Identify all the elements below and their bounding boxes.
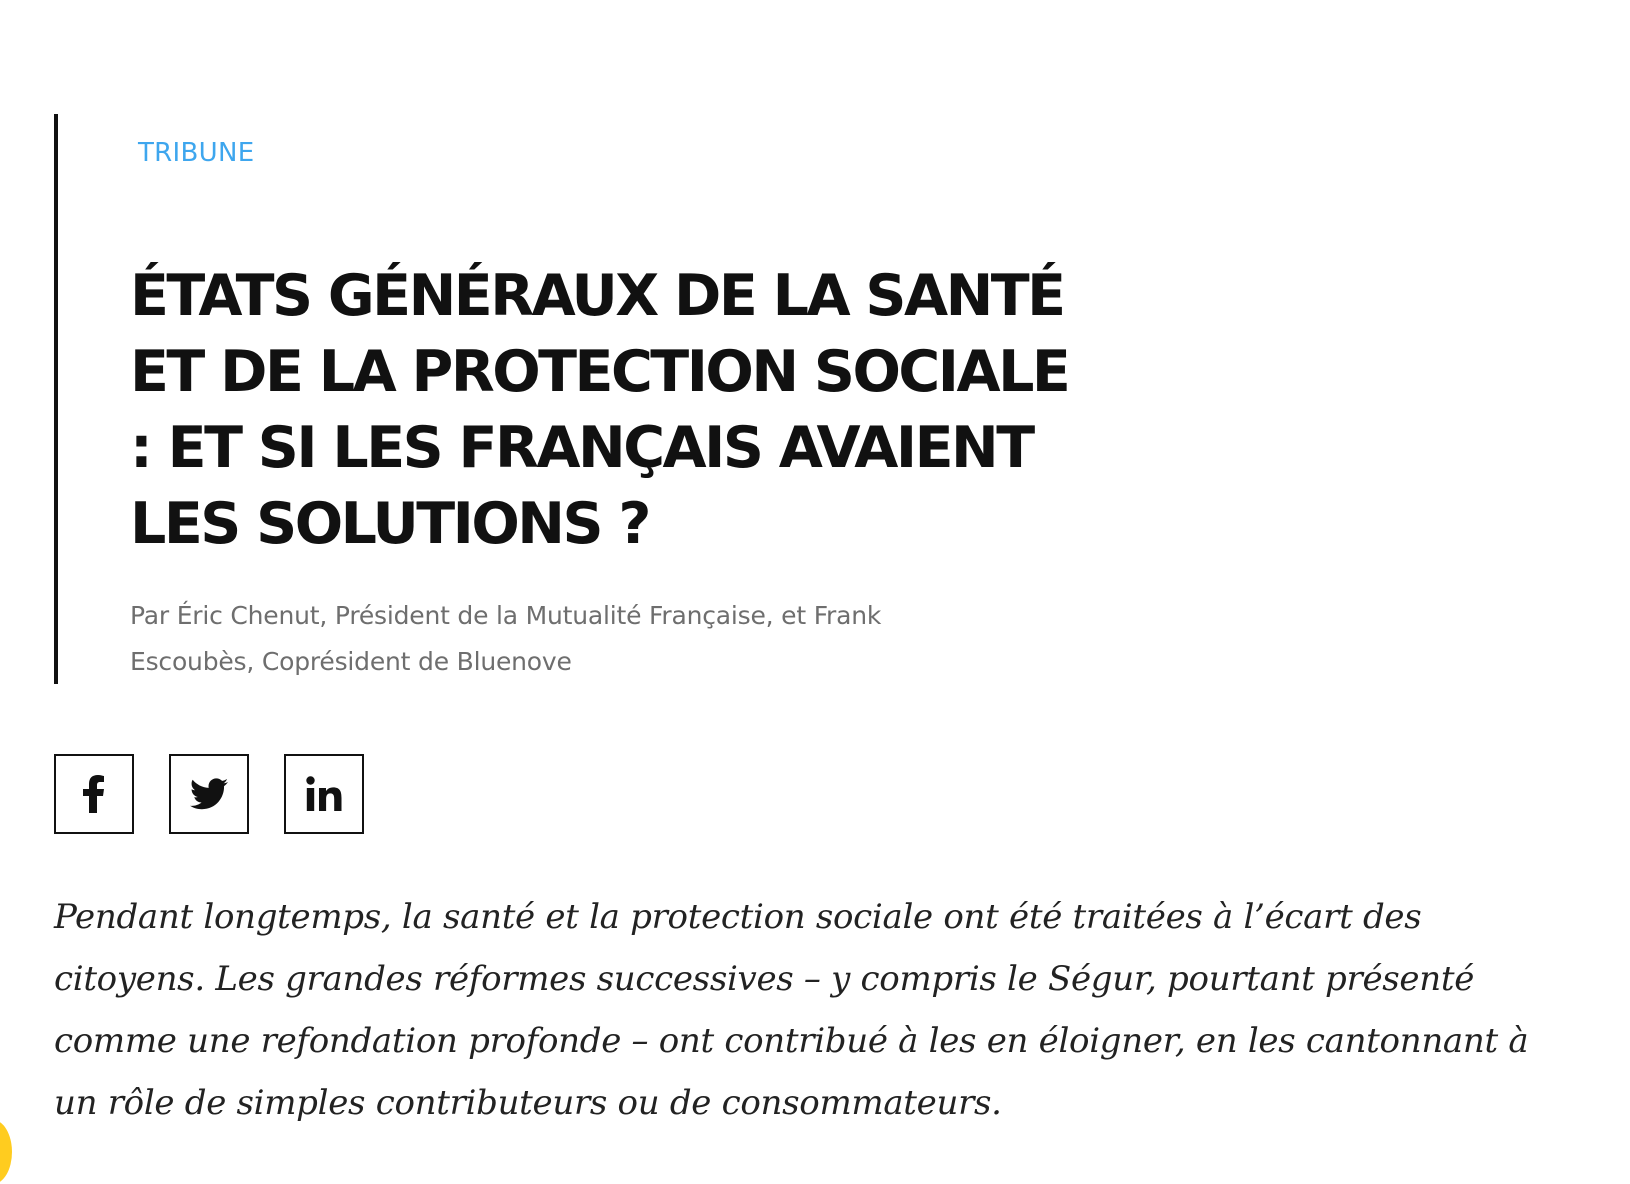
facebook-share-button[interactable] (54, 754, 134, 834)
article-headline (130, 258, 1090, 562)
lead-line: comme une refondation profonde – ont contribué à les en éloigner, en les cantonnant à (54, 1021, 1529, 1061)
facebook-icon (83, 775, 105, 813)
linkedin-share-button[interactable] (284, 754, 364, 834)
twitter-icon (190, 778, 228, 810)
floating-widget-button[interactable] (0, 1120, 12, 1184)
lead-line: Pendant longtemps, la santé et la protection sociale ont été traitées à l’écart des (54, 897, 1422, 937)
headline-line: : ET SI LES FRANÇAIS AVAIENT (130, 415, 1033, 481)
headline-line: ÉTATS GÉNÉRAUX DE LA SANTÉ (130, 263, 1064, 329)
lead-line: un rôle de simples contributeurs ou de consommateurs. (54, 1083, 1002, 1123)
linkedin-icon (306, 776, 342, 812)
article-header (54, 114, 1154, 684)
headline-line: LES SOLUTIONS ? (130, 491, 649, 557)
headline-line: ET DE LA PROTECTION SOCIALE (130, 339, 1069, 405)
article-lead (54, 886, 1604, 1134)
byline-line: Par Éric Chenut, Président de la Mutualité Française, et Frank (130, 601, 882, 630)
category-link[interactable]: TRIBUNE (138, 138, 255, 168)
lead-line: citoyens. Les grandes réformes successives – y compris le Ségur, pourtant présenté (54, 959, 1475, 999)
twitter-share-button[interactable] (169, 754, 249, 834)
byline-line: Escoubès, Coprésident de Bluenove (130, 647, 572, 676)
article-byline (130, 593, 990, 685)
